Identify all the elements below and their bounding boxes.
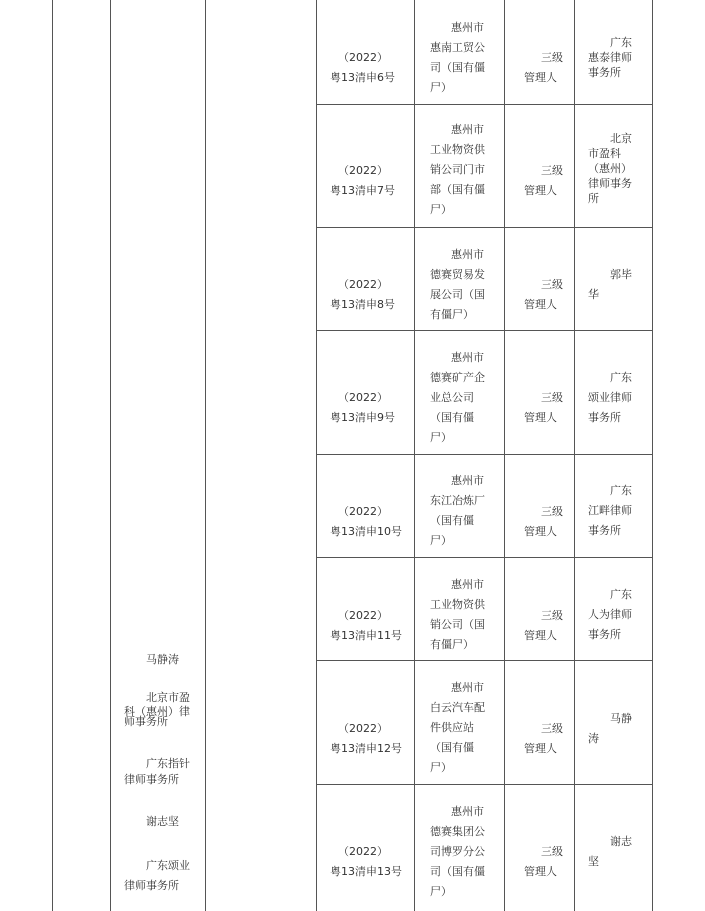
manager-level-cell xyxy=(506,388,574,428)
law-firm-line: 事务所 xyxy=(588,628,621,641)
company-name-line: 部（国有僵 xyxy=(430,183,485,196)
case-number: 粤13清申12号 xyxy=(330,742,402,755)
case-number-cell xyxy=(318,275,414,315)
manager-level-line: 三级 xyxy=(541,505,563,518)
case-number-cell xyxy=(318,842,414,882)
law-firm-line: 郭毕 xyxy=(610,268,632,281)
case-number-cell xyxy=(318,161,414,201)
case-number-cell xyxy=(318,606,414,646)
case-year: （2022） xyxy=(338,609,388,622)
manager-level-line: 管理人 xyxy=(524,298,557,311)
manager-level-cell xyxy=(506,606,574,646)
company-name-line: 惠南工贸公 xyxy=(430,41,485,54)
candidate-list-line xyxy=(112,756,204,772)
company-name-line: 司（国有僵 xyxy=(430,61,485,74)
case-year: （2022） xyxy=(338,391,388,404)
manager-level-line: 三级 xyxy=(541,609,563,622)
manager-level-line: 三级 xyxy=(541,391,563,404)
manager-level-cell xyxy=(506,502,574,542)
case-year: （2022） xyxy=(338,505,388,518)
column-divider xyxy=(316,0,317,911)
case-number-cell xyxy=(318,388,414,428)
law-firm-line: 事务所 xyxy=(588,411,621,424)
candidate-list-line xyxy=(112,858,204,874)
company-name-line: 惠州市 xyxy=(451,805,484,818)
company-name-line: 惠州市 xyxy=(451,578,484,591)
candidate-list-text: 科（惠州）律 xyxy=(124,705,190,718)
manager-level-cell xyxy=(506,842,574,882)
company-name-cell xyxy=(416,348,504,448)
candidate-list-text: 谢志坚 xyxy=(146,815,179,828)
law-firm-line: 市盈科 xyxy=(588,147,621,160)
company-name-cell xyxy=(416,471,504,551)
case-number: 粤13清申7号 xyxy=(330,184,395,197)
manager-level-line: 三级 xyxy=(541,51,563,64)
manager-level-cell xyxy=(506,48,574,88)
law-firm-cell xyxy=(576,368,652,428)
law-firm-line: 北京 xyxy=(610,132,632,145)
row-divider xyxy=(316,557,653,558)
company-name-line: 德赛矿产企 xyxy=(430,371,485,384)
company-name-line: 销公司门市 xyxy=(430,163,485,176)
law-firm-line: 所 xyxy=(588,192,599,205)
manager-level-line: 三级 xyxy=(541,722,563,735)
row-divider xyxy=(316,104,653,105)
law-firm-cell xyxy=(576,709,652,749)
manager-level-cell xyxy=(506,275,574,315)
case-number: 粤13清申8号 xyxy=(330,298,395,311)
company-name-line: （国有僵 xyxy=(430,741,474,754)
company-name-line: 惠州市 xyxy=(451,21,484,34)
company-name-line: 司博罗分公 xyxy=(430,845,485,858)
candidate-list-line xyxy=(112,772,204,788)
candidate-list-text: 广东指针 xyxy=(146,757,190,770)
candidate-list-line xyxy=(112,714,204,730)
company-name-line: 尸） xyxy=(430,761,452,774)
manager-level-line: 三级 xyxy=(541,278,563,291)
company-name-line: 工业物资供 xyxy=(430,598,485,611)
case-number-cell xyxy=(318,502,414,542)
row-divider xyxy=(316,454,653,455)
law-firm-line: 广东 xyxy=(610,588,632,601)
law-firm-line: 广东 xyxy=(610,484,632,497)
case-year: （2022） xyxy=(338,278,388,291)
candidate-list-line xyxy=(112,878,204,894)
law-firm-line: 颂业律师 xyxy=(588,391,632,404)
company-name-line: 德赛贸易发 xyxy=(430,268,485,281)
column-divider xyxy=(652,0,653,911)
column-divider xyxy=(110,0,111,911)
manager-level-line: 管理人 xyxy=(524,742,557,755)
company-name-line: 白云汽车配 xyxy=(430,701,485,714)
law-firm-cell xyxy=(576,585,652,645)
case-number-cell xyxy=(318,48,414,88)
company-name-line: 惠州市 xyxy=(451,248,484,261)
company-name-line: 尸） xyxy=(430,431,452,444)
law-firm-line: 涛 xyxy=(588,732,599,745)
case-number: 粤13清申10号 xyxy=(330,525,402,538)
manager-level-line: 三级 xyxy=(541,164,563,177)
law-firm-cell xyxy=(576,265,652,305)
law-firm-line: 华 xyxy=(588,288,599,301)
row-divider xyxy=(316,227,653,228)
row-divider xyxy=(316,660,653,661)
company-name-line: 尸） xyxy=(430,81,452,94)
case-number: 粤13清申11号 xyxy=(330,629,402,642)
law-firm-line: 谢志 xyxy=(610,835,632,848)
manager-level-line: 管理人 xyxy=(524,629,557,642)
company-name-cell xyxy=(416,18,504,98)
candidate-list-text: 广东颂业 xyxy=(146,859,190,872)
case-year: （2022） xyxy=(338,845,388,858)
candidate-list-text: 北京市盈 xyxy=(146,691,190,704)
column-divider xyxy=(414,0,415,911)
law-firm-line: 马静 xyxy=(610,712,632,725)
company-name-cell xyxy=(416,575,504,655)
row-divider xyxy=(316,784,653,785)
row-divider xyxy=(316,330,653,331)
manager-level-line: 三级 xyxy=(541,845,563,858)
law-firm-line: 江畔律师 xyxy=(588,504,632,517)
column-divider xyxy=(52,0,53,911)
company-name-cell xyxy=(416,802,504,902)
company-name-line: 业总公司 xyxy=(430,391,474,404)
company-name-line: 惠州市 xyxy=(451,123,484,136)
candidate-list-line xyxy=(112,652,204,668)
law-firm-line: 广东 xyxy=(610,371,632,384)
manager-level-line: 管理人 xyxy=(524,411,557,424)
company-name-line: 东江冶炼厂 xyxy=(430,494,485,507)
company-name-line: 司（国有僵 xyxy=(430,865,485,878)
law-firm-line: 人为律师 xyxy=(588,608,632,621)
case-number-cell xyxy=(318,719,414,759)
law-firm-line: 坚 xyxy=(588,855,599,868)
company-name-line: （国有僵 xyxy=(430,514,474,527)
company-name-line: 惠州市 xyxy=(451,474,484,487)
company-name-cell xyxy=(416,245,504,325)
company-name-line: 尸） xyxy=(430,885,452,898)
company-name-line: 有僵尸） xyxy=(430,638,474,651)
manager-level-line: 管理人 xyxy=(524,184,557,197)
law-firm-cell xyxy=(576,832,652,872)
law-firm-line: 广东 xyxy=(610,36,632,49)
company-name-line: 有僵尸） xyxy=(430,308,474,321)
law-firm-line: 律师事务 xyxy=(588,177,632,190)
candidate-list-text: 律师事务所 xyxy=(124,773,179,786)
law-firm-line: （惠州） xyxy=(588,162,632,175)
case-year: （2022） xyxy=(338,722,388,735)
company-name-line: 展公司（国 xyxy=(430,288,485,301)
company-name-line: 惠州市 xyxy=(451,351,484,364)
company-name-line: 尸） xyxy=(430,534,452,547)
case-number: 粤13清申9号 xyxy=(330,411,395,424)
case-year: （2022） xyxy=(338,51,388,64)
candidate-list-text: 师事务所 xyxy=(124,715,168,728)
company-name-line: 尸） xyxy=(430,203,452,216)
company-name-line: （国有僵 xyxy=(430,411,474,424)
column-divider xyxy=(504,0,505,911)
manager-level-cell xyxy=(506,161,574,201)
company-name-line: 件供应站 xyxy=(430,721,474,734)
manager-level-line: 管理人 xyxy=(524,525,557,538)
company-name-cell xyxy=(416,678,504,778)
case-number: 粤13清申6号 xyxy=(330,71,395,84)
company-name-line: 销公司（国 xyxy=(430,618,485,631)
company-name-line: 工业物资供 xyxy=(430,143,485,156)
candidate-list-text: 马静涛 xyxy=(146,653,179,666)
company-name-line: 德赛集团公 xyxy=(430,825,485,838)
case-number: 粤13清申13号 xyxy=(330,865,402,878)
candidate-list-text: 律师事务所 xyxy=(124,879,179,892)
law-firm-line: 事务所 xyxy=(588,66,621,79)
column-divider xyxy=(205,0,206,911)
law-firm-cell xyxy=(576,481,652,541)
candidate-list-line xyxy=(112,814,204,830)
law-firm-cell xyxy=(576,35,652,80)
company-name-cell xyxy=(416,120,504,220)
law-firm-line: 事务所 xyxy=(588,524,621,537)
manager-level-line: 管理人 xyxy=(524,865,557,878)
company-name-line: 惠州市 xyxy=(451,681,484,694)
manager-level-line: 管理人 xyxy=(524,71,557,84)
column-divider xyxy=(574,0,575,911)
law-firm-line: 惠泰律师 xyxy=(588,51,632,64)
manager-level-cell xyxy=(506,719,574,759)
case-year: （2022） xyxy=(338,164,388,177)
law-firm-cell xyxy=(576,131,652,206)
